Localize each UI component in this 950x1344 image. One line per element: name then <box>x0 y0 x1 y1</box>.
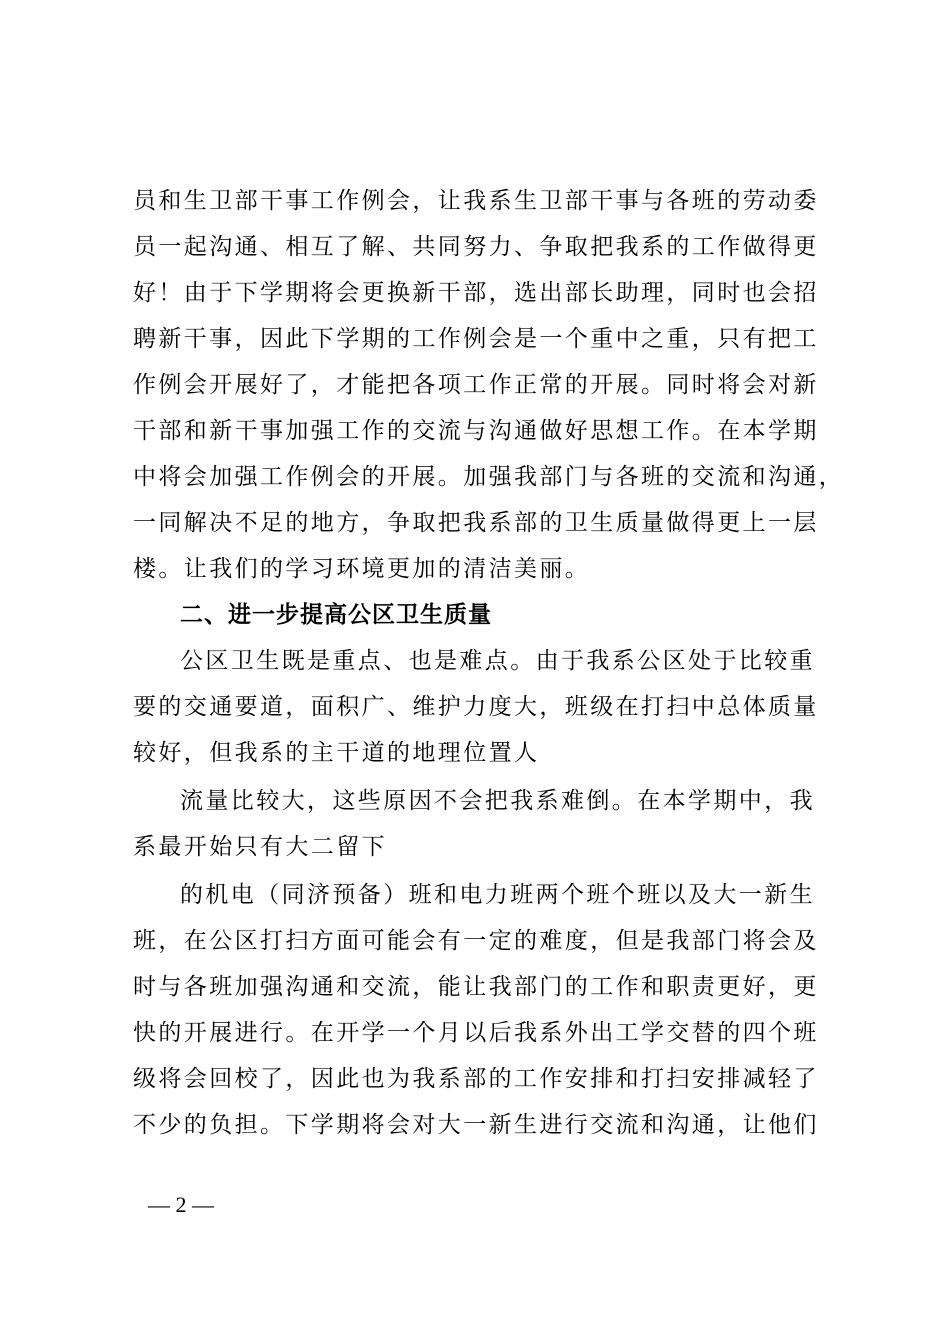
paragraph-line: 系最开始只有大二留下 <box>133 834 387 860</box>
paragraph-line: 员和生卫部干事工作例会，让我系生卫部干事与各班的劳动委 <box>133 188 819 214</box>
paragraph-line: 楼。让我们的学习环境更加的清洁美丽。 <box>133 556 591 582</box>
section-heading: 二、进一步提高公区卫生质量 <box>180 602 492 628</box>
paragraph-line: 时与各班加强沟通和交流，能让我部门的工作和职责更好，更 <box>133 974 819 1000</box>
paragraph-line: 作例会开展好了，才能把各项工作正常的开展。同时将会对新 <box>133 372 819 398</box>
paragraph-line: 流量比较大，这些原因不会把我系难倒。在本学期中，我 <box>180 788 815 814</box>
paragraph-line: 班，在公区打扫方面可能会有一定的难度，但是我部门将会及 <box>133 928 819 954</box>
paragraph-line: 聘新干事，因此下学期的工作例会是一个重中之重，只有把工 <box>133 326 819 352</box>
paragraph-line: 的机电（同济预备）班和电力班两个班个班以及大一新生 <box>180 882 815 908</box>
paragraph-line: 不少的负担。下学期将会对大一新生进行交流和沟通，让他们 <box>133 1112 819 1138</box>
paragraph-line: 公区卫生既是重点、也是难点。由于我系公区处于比较重 <box>180 648 815 674</box>
paragraph-line: 快的开展进行。在开学一个月以后我系外出工学交替的四个班 <box>133 1020 819 1046</box>
paragraph-line: 较好，但我系的主干道的地理位置人 <box>133 740 540 766</box>
paragraph-line: 干部和新干事加强工作的交流与沟通做好思想工作。在本学期 <box>133 418 819 444</box>
paragraph-line: 员一起沟通、相互了解、共同努力、争取把我系的工作做得更 <box>133 234 819 260</box>
paragraph-line: 级将会回校了，因此也为我系部的工作安排和打扫安排减轻了 <box>133 1066 819 1092</box>
paragraph-line: 好！由于下学期将会更换新干部，选出部长助理，同时也会招 <box>133 280 819 306</box>
paragraph-line: 中将会加强工作例会的开展。加强我部门与各班的交流和沟通， <box>133 464 845 490</box>
page-number: — 2 — <box>148 1192 214 1217</box>
paragraph-line: 一同解决不足的地方，争取把我系部的卫生质量做得更上一层 <box>133 510 819 536</box>
paragraph-line: 要的交通要道，面积广、维护力度大，班级在打扫中总体质量 <box>133 694 819 720</box>
